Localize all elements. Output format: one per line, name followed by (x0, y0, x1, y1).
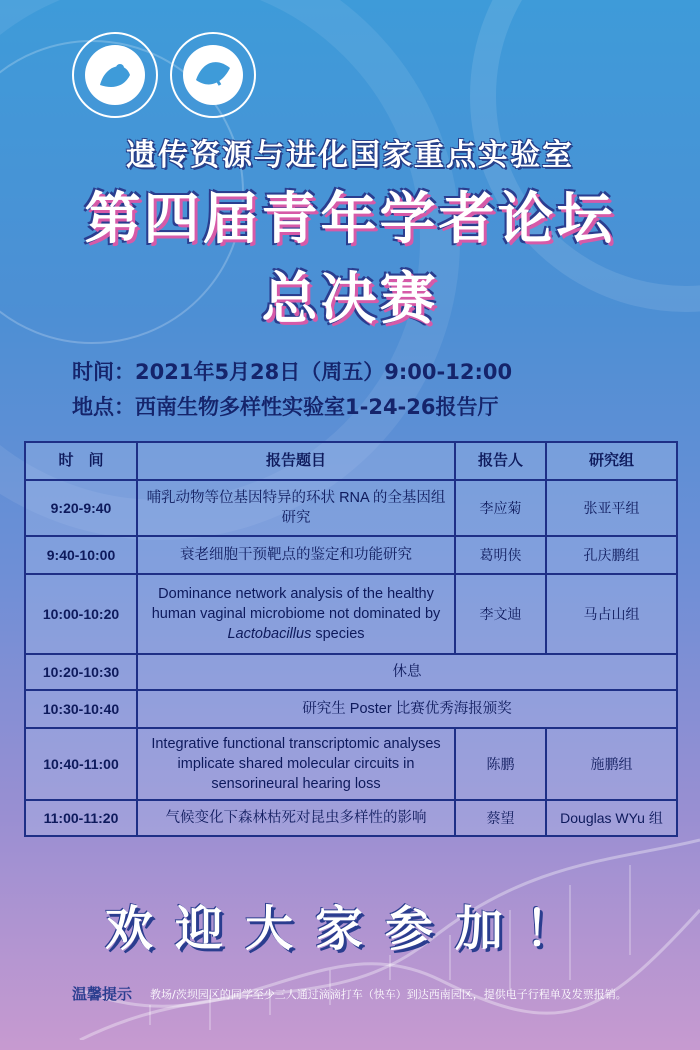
row-topic: 哺乳动物等位基因特异的环状 RNA 的全基因组研究 (137, 480, 455, 536)
row-speaker: 陈鹏 (455, 728, 546, 800)
row-speaker: 李文迪 (455, 574, 546, 654)
row-topic: 衰老细胞干预靶点的鉴定和功能研究 (137, 536, 455, 574)
row-group: 施鹏组 (546, 728, 677, 800)
row-group: 孔庆鹏组 (546, 536, 677, 574)
lab-logo-icon (168, 30, 258, 120)
event-place: 地点：西南生物多样性实验室1-24-26报告厅 (72, 395, 499, 419)
finals-title: 总决赛 (261, 267, 439, 332)
logo-group (70, 30, 258, 120)
table-row (25, 574, 677, 654)
row-topic: 气候变化下森林枯死对昆虫多样性的影响 (137, 800, 455, 836)
header-topic: 报告题目 (137, 442, 455, 480)
table-row (25, 536, 677, 574)
row-topic (137, 574, 455, 654)
table-row (25, 690, 677, 728)
schedule-table (24, 441, 678, 837)
row-group: 马占山组 (546, 574, 677, 654)
table-header-row (25, 442, 677, 480)
row-speaker: 李应菊 (455, 480, 546, 536)
forum-title: 第四届青年学者论坛 (84, 187, 616, 252)
table-row (25, 654, 677, 690)
table-row (25, 800, 677, 836)
row-time: 10:00-10:20 (25, 574, 137, 654)
row-group: Douglas WYu 组 (546, 800, 677, 836)
table-row (25, 728, 677, 800)
row-time: 10:20-10:30 (25, 654, 137, 690)
row-time: 11:00-11:20 (25, 800, 137, 836)
row-award: 研究生 Poster 比赛优秀海报颁奖 (137, 690, 677, 728)
header-group: 研究组 (546, 442, 677, 480)
row-time: 9:20-9:40 (25, 480, 137, 536)
lab-title: 遗传资源与进化国家重点实验室 (126, 138, 574, 173)
tip-text: 教场/茨坝园区的同学至少三人通过滴滴打车（快车）到达西南园区，提供电子行程单及发票报销。 (150, 988, 627, 1001)
header-speaker: 报告人 (455, 442, 546, 480)
row-group: 张亚平组 (546, 480, 677, 536)
row-break: 休息 (137, 654, 677, 690)
topic-text-end: species (311, 626, 365, 642)
table-row (25, 480, 677, 536)
tip-label: 温馨提示 (72, 985, 133, 1003)
row-speaker: 葛明侠 (455, 536, 546, 574)
row-time: 10:40-11:00 (25, 728, 137, 800)
topic-italic-genus: Lactobacillus (227, 626, 312, 642)
row-topic: Integrative functional transcriptomic analyses implicate shared molecular circuits in sensorineural hearing loss (137, 728, 455, 800)
row-time: 9:40-10:00 (25, 536, 137, 574)
header-time: 时 间 (25, 442, 137, 480)
row-time: 10:30-10:40 (25, 690, 137, 728)
topic-text: Dominance network analysis of the healthy human vaginal microbiome not dominated by (151, 586, 441, 622)
event-time: 时间：2021年5月28日（周五）9:00-12:00 (72, 360, 513, 384)
row-speaker: 蔡望 (455, 800, 546, 836)
welcome-message: 欢迎大家参加！ (104, 901, 595, 957)
kiz-logo-icon (70, 30, 160, 120)
